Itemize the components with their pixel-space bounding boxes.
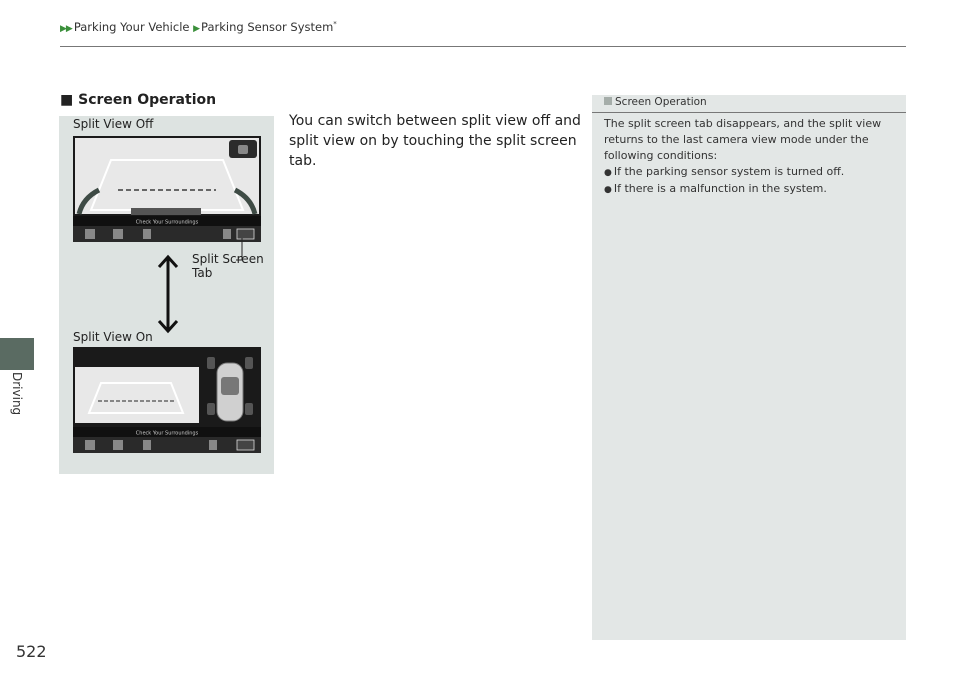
vehicle-indicator-icon	[229, 140, 257, 158]
note-text: The split screen tab disappears, and the split view returns to the last camera view mode under the following conditions:	[604, 117, 882, 162]
bumper	[131, 208, 201, 215]
camera-view-button[interactable]	[85, 440, 95, 450]
camera-view-button[interactable]	[113, 229, 123, 239]
callout-leader	[232, 234, 256, 264]
note-header	[604, 96, 707, 108]
note-icon	[604, 97, 612, 105]
breadcrumb-item[interactable]: Parking Sensor System	[201, 20, 334, 34]
callout-line: Split Screen	[192, 252, 264, 266]
header-divider	[60, 46, 906, 47]
screen-caption: Check Your Surroundings	[135, 219, 199, 226]
camera-view-button[interactable]	[209, 440, 217, 450]
vehicle-top-view-icon	[217, 363, 243, 421]
note-bullet: ● If there is a malfunction in the system.	[604, 181, 900, 198]
screen-split-view-on	[73, 347, 261, 453]
breadcrumb-arrow-icon: ▶	[193, 24, 200, 34]
camera-view-button[interactable]	[143, 440, 151, 450]
page-number: 522	[16, 642, 47, 661]
section-marker-icon: ■	[60, 92, 74, 108]
label-split-view-on: Split View On	[73, 330, 153, 344]
callout-line: Tab	[192, 266, 213, 280]
camera-view-button[interactable]	[85, 229, 95, 239]
optional-mark: *	[333, 20, 337, 29]
screen-split-view-off	[73, 136, 261, 242]
note-body	[604, 116, 900, 198]
note-divider	[592, 112, 906, 113]
note-bullet: ● If the parking sensor system is turned off.	[604, 164, 900, 181]
breadcrumb-item[interactable]: Parking Your Vehicle	[73, 20, 190, 34]
double-arrow-icon	[156, 254, 180, 334]
camera-view-button[interactable]	[113, 440, 123, 450]
chapter-tab	[0, 338, 34, 370]
section-title	[60, 92, 216, 108]
body-paragraph: You can switch between split view off and split view on by touching the split screen tab.	[289, 113, 581, 169]
breadcrumb	[60, 20, 337, 34]
note-title: Screen Operation	[615, 96, 707, 108]
split-screen-tab-button[interactable]	[237, 440, 254, 450]
camera-view-button[interactable]	[143, 229, 151, 239]
section-title-text: Screen Operation	[78, 92, 217, 108]
camera-view-button[interactable]	[223, 229, 231, 239]
screen-caption: Check Your Surroundings	[135, 430, 199, 437]
chapter-label: Driving	[10, 372, 24, 416]
breadcrumb-arrow-icon: ▶▶	[60, 24, 72, 34]
label-split-view-off: Split View Off	[73, 117, 154, 131]
